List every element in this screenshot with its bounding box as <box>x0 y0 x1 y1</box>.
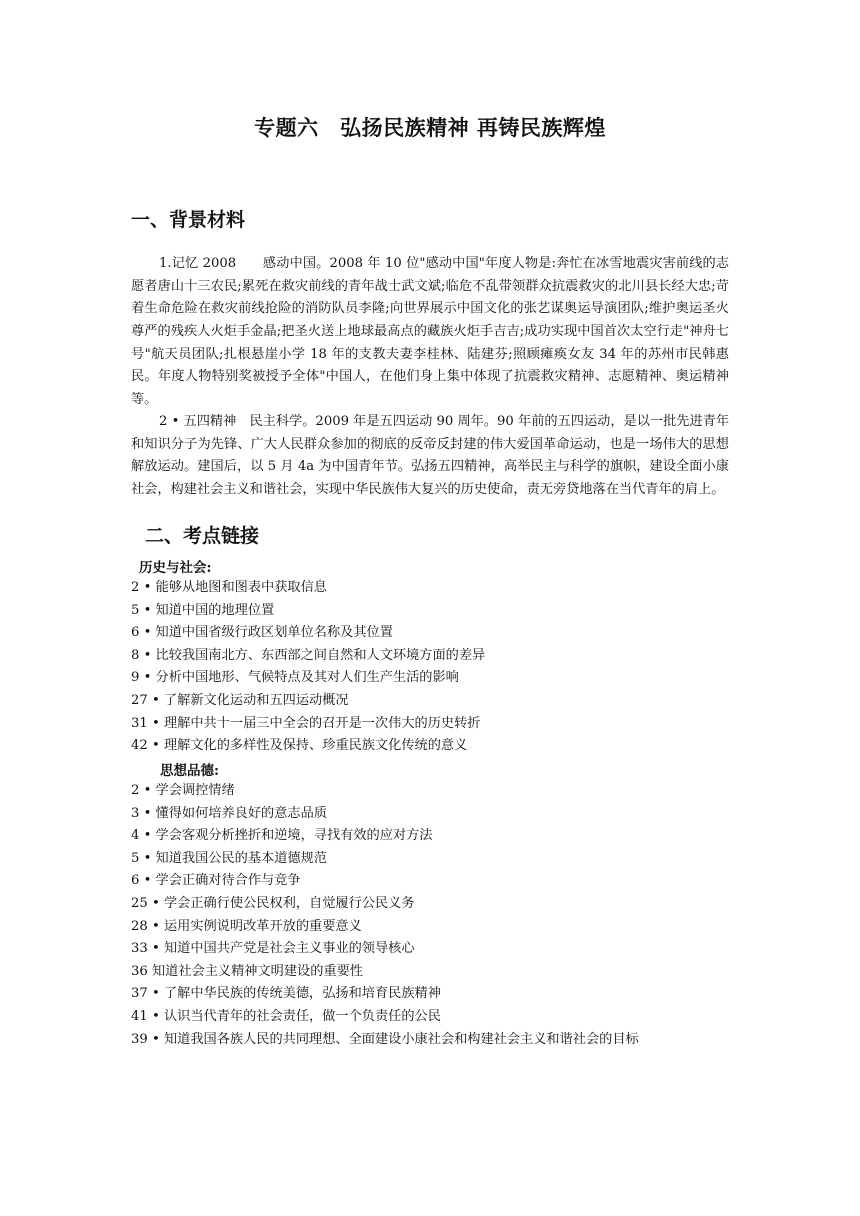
list-item: 3 • 懂得如何培养良好的意志品质 <box>131 805 327 821</box>
list-item: 31 • 理解中共十一届三中全会的召开是一次伟大的历史转折 <box>131 715 481 731</box>
list-item: 33 • 知道中国共产党是社会主义事业的领导核心 <box>131 941 415 957</box>
list-item: 42 • 理解文化的多样性及保持、珍重民族文化传统的意义 <box>131 738 468 754</box>
list-item: 36 知道社会主义精神文明建设的重要性 <box>131 963 363 979</box>
section-heading-background: 一、背景材料 <box>131 209 246 231</box>
document-title: 专题六 弘扬民族精神 再铸民族辉煌 <box>254 116 606 140</box>
history-society-list <box>131 577 485 758</box>
list-item: 5 • 知道我国公民的基本道德规范 <box>131 850 327 866</box>
section-heading-exam-points: 二、考点链接 <box>145 525 260 547</box>
subheading-ideology-morality: 思想品德: <box>160 763 219 779</box>
paragraph-1: 1.记忆 2008 感动中国。2008 年 10 位"感动中国"年度人物是:奔忙在冰雪地震灾害前线的志愿者唐山十三农民;累死在救灾前线的青年战士武文斌;临危不乱带领群众抗震救灾的北川县长经大忠;苛着生命危险在救灾前线抢险的消防队员李隆;向世界展示中国文化的张艺谋奥运导演团队;维护奥运圣火尊严的残疾人火炬手金晶;把圣火送上地球最高点的藏族火炬手吉吉;成功实现中国首次太空行走"神舟七号"航天员团队;扎根悬崖小学 18 年的支教夫妻李桂林、陆建芬;照顾瘫痪女友 34 年的苏州市民韩惠民。年度人物特别奖被授予全体"中国人，在他们身上集中体现了抗震救灾精神、志愿精神、奥运精神等。 <box>131 256 729 407</box>
subheading-history-society: 历史与社会: <box>139 560 212 576</box>
list-item: 41 • 认识当代青年的社会责任，做一个负责任的公民 <box>131 1008 441 1024</box>
list-item: 9 • 分析中国地形、气候特点及其对人们生产生活的影响 <box>131 670 459 686</box>
list-item: 25 • 学会正确行使公民权利，自觉履行公民义务 <box>131 895 415 911</box>
list-item: 37 • 了解中华民族的传统美德，弘扬和培育民族精神 <box>131 986 441 1002</box>
list-item: 5 • 知道中国的地理位置 <box>131 602 275 618</box>
list-item: 39 • 知道我国各族人民的共同理想、全面建设小康社会和构建社会主义和谐社会的目标 <box>131 1031 639 1047</box>
list-item: 2 • 学会调控情绪 <box>131 783 235 798</box>
list-item: 6 • 学会正确对待合作与竞争 <box>131 873 301 889</box>
ideology-morality-list <box>131 780 639 1051</box>
list-item: 4 • 学会客观分析挫折和逆境，寻找有效的应对方法 <box>131 828 433 844</box>
list-item: 6 • 知道中国省级行政区划单位名称及其位置 <box>131 625 393 641</box>
list-item: 8 • 比较我国南北方、东西部之间自然和人文环境方面的差异 <box>131 647 486 663</box>
paragraph-2: 2 • 五四精神 民主科学。2009 年是五四运动 90 周年。90 年前的五四运动，是以一批先进青年和知识分子为先锋、广大人民群众参加的彻底的反帝反封建的伟大爱国革命运动，也是一场伟大的思想解放运动。建国后，以 5 月 4a 为中国青年节。弘扬五四精神，高举民主与科学的旗帜，建设全面小康社会，构建社会主义和谐社会，实现中华民族伟大复兴的历史使命，责无旁贷地落在当代青年的肩上。 <box>131 414 730 497</box>
list-item: 28 • 运用实例说明改革开放的重要意义 <box>131 918 362 934</box>
list-item: 2 • 能够从地图和图表中获取信息 <box>131 580 327 595</box>
list-item: 27 • 了解新文化运动和五四运动概况 <box>131 692 349 708</box>
